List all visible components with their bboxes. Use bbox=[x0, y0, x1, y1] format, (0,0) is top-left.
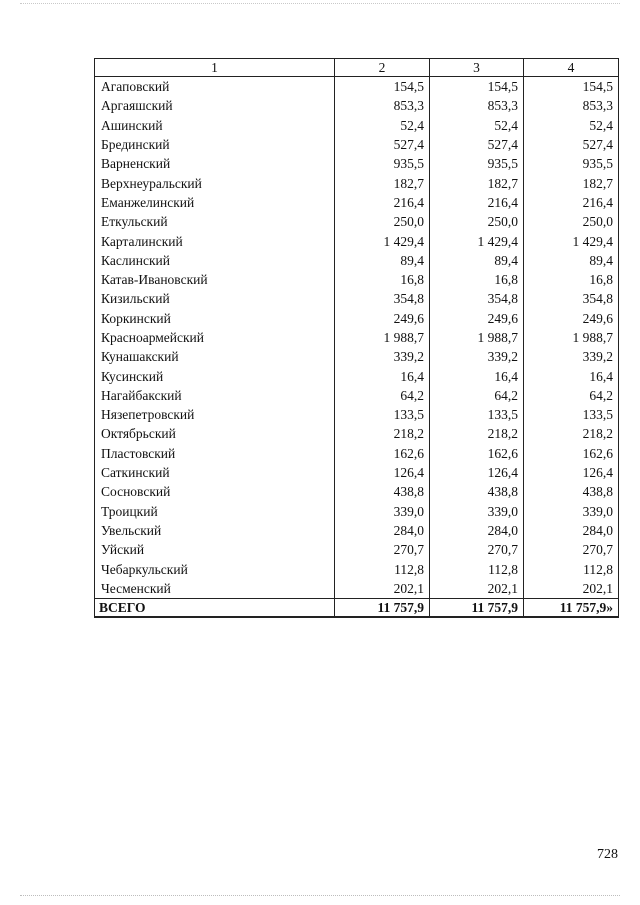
value-col2: 853,3 bbox=[335, 96, 430, 115]
value-col3: 162,6 bbox=[430, 444, 524, 463]
district-name: Сосновский bbox=[95, 482, 335, 501]
value-col4: 354,8 bbox=[524, 289, 619, 308]
value-col4: 154,5 bbox=[524, 77, 619, 97]
table-row bbox=[95, 463, 619, 482]
value-col4: 270,7 bbox=[524, 540, 619, 559]
value-col2: 52,4 bbox=[335, 116, 430, 135]
value-col2: 16,8 bbox=[335, 270, 430, 289]
value-col4: 182,7 bbox=[524, 173, 619, 192]
value-col3: 126,4 bbox=[430, 463, 524, 482]
table-row bbox=[95, 154, 619, 173]
value-col2: 527,4 bbox=[335, 135, 430, 154]
table-header-row bbox=[95, 59, 619, 77]
table-row bbox=[95, 347, 619, 366]
district-name: Карталинский bbox=[95, 231, 335, 250]
district-name: Октябрьский bbox=[95, 424, 335, 443]
value-col4: 250,0 bbox=[524, 212, 619, 231]
district-name: Нагайбакский bbox=[95, 386, 335, 405]
table-row bbox=[95, 424, 619, 443]
district-name: Каслинский bbox=[95, 251, 335, 270]
total-value-col2: 11 757,9 bbox=[335, 599, 430, 618]
value-col4: 16,8 bbox=[524, 270, 619, 289]
value-col3: 52,4 bbox=[430, 116, 524, 135]
table-row bbox=[95, 579, 619, 599]
value-col2: 154,5 bbox=[335, 77, 430, 97]
value-col4: 935,5 bbox=[524, 154, 619, 173]
column-header-3: 3 bbox=[430, 59, 524, 77]
district-name: Еткульский bbox=[95, 212, 335, 231]
table-row bbox=[95, 270, 619, 289]
total-value-col3: 11 757,9 bbox=[430, 599, 524, 618]
value-col4: 112,8 bbox=[524, 559, 619, 578]
value-col3: 339,2 bbox=[430, 347, 524, 366]
value-col2: 249,6 bbox=[335, 309, 430, 328]
total-label: ВСЕГО bbox=[95, 599, 335, 618]
value-col3: 16,4 bbox=[430, 366, 524, 385]
district-name: Ашинский bbox=[95, 116, 335, 135]
value-col2: 112,8 bbox=[335, 559, 430, 578]
value-col4: 1 429,4 bbox=[524, 231, 619, 250]
column-header-2: 2 bbox=[335, 59, 430, 77]
column-header-4: 4 bbox=[524, 59, 619, 77]
value-col2: 89,4 bbox=[335, 251, 430, 270]
district-name: Троицкий bbox=[95, 502, 335, 521]
table-row bbox=[95, 559, 619, 578]
table-row bbox=[95, 386, 619, 405]
district-name: Кизильский bbox=[95, 289, 335, 308]
value-col3: 89,4 bbox=[430, 251, 524, 270]
value-col2: 284,0 bbox=[335, 521, 430, 540]
value-col2: 182,7 bbox=[335, 173, 430, 192]
value-col2: 16,4 bbox=[335, 366, 430, 385]
value-col4: 853,3 bbox=[524, 96, 619, 115]
value-col2: 126,4 bbox=[335, 463, 430, 482]
table-row bbox=[95, 173, 619, 192]
total-row bbox=[95, 599, 619, 618]
table-row bbox=[95, 309, 619, 328]
page-number: 728 bbox=[597, 847, 618, 862]
value-col4: 89,4 bbox=[524, 251, 619, 270]
district-name: Брединский bbox=[95, 135, 335, 154]
total-value-col4: 11 757,9» bbox=[524, 599, 619, 618]
value-col4: 133,5 bbox=[524, 405, 619, 424]
value-col2: 1 429,4 bbox=[335, 231, 430, 250]
value-col2: 339,2 bbox=[335, 347, 430, 366]
column-header-1: 1 bbox=[95, 59, 335, 77]
value-col3: 133,5 bbox=[430, 405, 524, 424]
table-row bbox=[95, 502, 619, 521]
value-col3: 853,3 bbox=[430, 96, 524, 115]
table-row bbox=[95, 135, 619, 154]
value-col3: 16,8 bbox=[430, 270, 524, 289]
value-col3: 218,2 bbox=[430, 424, 524, 443]
value-col3: 270,7 bbox=[430, 540, 524, 559]
value-col4: 438,8 bbox=[524, 482, 619, 501]
table-row bbox=[95, 193, 619, 212]
table-row bbox=[95, 366, 619, 385]
value-col3: 64,2 bbox=[430, 386, 524, 405]
district-name: Верхнеуральский bbox=[95, 173, 335, 192]
table-body bbox=[95, 77, 619, 599]
district-name: Красноармейский bbox=[95, 328, 335, 347]
value-col2: 339,0 bbox=[335, 502, 430, 521]
value-col3: 202,1 bbox=[430, 579, 524, 599]
table-row bbox=[95, 521, 619, 540]
value-col2: 216,4 bbox=[335, 193, 430, 212]
value-col2: 354,8 bbox=[335, 289, 430, 308]
value-col4: 339,0 bbox=[524, 502, 619, 521]
district-name: Нязепетровский bbox=[95, 405, 335, 424]
district-name: Пластовский bbox=[95, 444, 335, 463]
value-col4: 162,6 bbox=[524, 444, 619, 463]
value-col2: 64,2 bbox=[335, 386, 430, 405]
value-col4: 64,2 bbox=[524, 386, 619, 405]
value-col4: 126,4 bbox=[524, 463, 619, 482]
value-col3: 1 988,7 bbox=[430, 328, 524, 347]
value-col3: 250,0 bbox=[430, 212, 524, 231]
value-col2: 162,6 bbox=[335, 444, 430, 463]
value-col4: 284,0 bbox=[524, 521, 619, 540]
value-col4: 16,4 bbox=[524, 366, 619, 385]
table-row bbox=[95, 328, 619, 347]
value-col2: 250,0 bbox=[335, 212, 430, 231]
table-row bbox=[95, 251, 619, 270]
table-row bbox=[95, 289, 619, 308]
value-col3: 1 429,4 bbox=[430, 231, 524, 250]
district-name: Саткинский bbox=[95, 463, 335, 482]
district-budget-table bbox=[94, 58, 619, 618]
table-row bbox=[95, 405, 619, 424]
table-row bbox=[95, 540, 619, 559]
value-col3: 354,8 bbox=[430, 289, 524, 308]
value-col4: 249,6 bbox=[524, 309, 619, 328]
table-row bbox=[95, 96, 619, 115]
table-row bbox=[95, 482, 619, 501]
district-name: Уйский bbox=[95, 540, 335, 559]
district-name: Кусинский bbox=[95, 366, 335, 385]
value-col3: 182,7 bbox=[430, 173, 524, 192]
district-name: Коркинский bbox=[95, 309, 335, 328]
table-row bbox=[95, 444, 619, 463]
value-col2: 202,1 bbox=[335, 579, 430, 599]
value-col3: 339,0 bbox=[430, 502, 524, 521]
district-name: Аргаяшский bbox=[95, 96, 335, 115]
value-col2: 935,5 bbox=[335, 154, 430, 173]
value-col3: 249,6 bbox=[430, 309, 524, 328]
value-col4: 216,4 bbox=[524, 193, 619, 212]
district-name: Кунашакский bbox=[95, 347, 335, 366]
value-col2: 270,7 bbox=[335, 540, 430, 559]
value-col3: 154,5 bbox=[430, 77, 524, 97]
value-col3: 438,8 bbox=[430, 482, 524, 501]
table-row bbox=[95, 116, 619, 135]
district-name: Чебаркульский bbox=[95, 559, 335, 578]
district-name: Агаповский bbox=[95, 77, 335, 97]
scan-top-edge bbox=[20, 3, 620, 4]
scan-bottom-edge bbox=[20, 895, 620, 896]
value-col2: 1 988,7 bbox=[335, 328, 430, 347]
value-col2: 438,8 bbox=[335, 482, 430, 501]
district-name: Увельский bbox=[95, 521, 335, 540]
table-row bbox=[95, 231, 619, 250]
value-col4: 1 988,7 bbox=[524, 328, 619, 347]
value-col4: 52,4 bbox=[524, 116, 619, 135]
district-name: Катав-Ивановский bbox=[95, 270, 335, 289]
table-row bbox=[95, 212, 619, 231]
value-col4: 527,4 bbox=[524, 135, 619, 154]
district-name: Варненский bbox=[95, 154, 335, 173]
value-col4: 218,2 bbox=[524, 424, 619, 443]
value-col3: 935,5 bbox=[430, 154, 524, 173]
table-row bbox=[95, 77, 619, 97]
value-col2: 133,5 bbox=[335, 405, 430, 424]
value-col3: 112,8 bbox=[430, 559, 524, 578]
value-col2: 218,2 bbox=[335, 424, 430, 443]
value-col4: 202,1 bbox=[524, 579, 619, 599]
value-col3: 527,4 bbox=[430, 135, 524, 154]
district-name: Чесменский bbox=[95, 579, 335, 599]
district-name: Еманжелинский bbox=[95, 193, 335, 212]
value-col3: 216,4 bbox=[430, 193, 524, 212]
value-col3: 284,0 bbox=[430, 521, 524, 540]
value-col4: 339,2 bbox=[524, 347, 619, 366]
